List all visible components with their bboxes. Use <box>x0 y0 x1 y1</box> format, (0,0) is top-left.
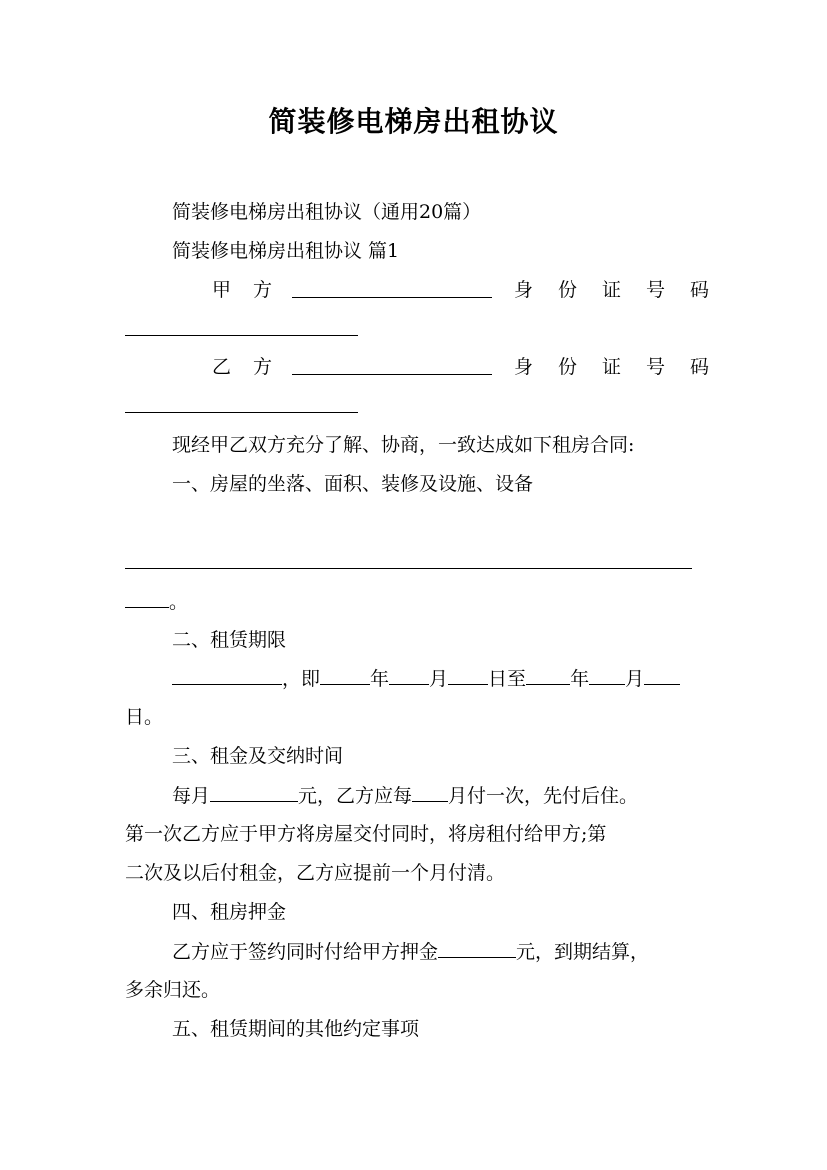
start-day-blank[interactable] <box>448 666 488 685</box>
party-b-id-text: 身份证号码 <box>514 356 735 378</box>
start-day-to-text: 日至 <box>488 668 527 690</box>
party-a-name-blank[interactable] <box>292 279 492 298</box>
pay-once-text: 月付一次，先付后住。 <box>448 785 639 807</box>
clause3-title: 三、租金及交纳时间 <box>172 745 344 767</box>
clause4-line1 <box>172 939 649 964</box>
clause2-period-line <box>172 666 680 691</box>
clause3-line1 <box>172 783 638 808</box>
clause3-line3: 二次及以后付租金，乙方应提前一个月付清。 <box>125 862 506 884</box>
party-b-text: 乙方 <box>212 356 295 378</box>
party-b-id-blank[interactable] <box>125 394 358 413</box>
party-a-id-text: 身份证号码 <box>514 279 735 301</box>
clause5-title: 五、租赁期间的其他约定事项 <box>172 1018 420 1040</box>
end-year-text: 年 <box>570 668 590 690</box>
party-a-id-blank[interactable] <box>125 317 358 336</box>
end-year-blank[interactable] <box>526 666 570 685</box>
clause2-title: 二、租赁期限 <box>172 629 287 651</box>
section-heading: 简装修电梯房出租协议 篇1 <box>172 240 400 262</box>
lease-ji-text: ，即 <box>282 668 321 690</box>
party-a-text: 甲方 <box>212 279 295 301</box>
clause4-line2: 多余归还。 <box>125 979 221 1001</box>
lease-term-blank[interactable] <box>172 666 282 685</box>
clause2-end-day: 日。 <box>125 706 164 728</box>
start-month-blank[interactable] <box>389 666 429 685</box>
start-month-text: 月 <box>429 668 449 690</box>
document-subtitle: 简装修电梯房出租协议（通用20篇） <box>172 201 482 223</box>
clause1-title: 一、房屋的坐落、面积、装修及设施、设备 <box>172 473 534 495</box>
deposit-text: 乙方应于签约同时付给甲方押金 <box>172 941 439 963</box>
party-a-id-label <box>514 278 734 302</box>
clause1-blank-tail[interactable] <box>125 589 169 608</box>
end-month-text: 月 <box>625 668 645 690</box>
deposit-amount-blank[interactable] <box>438 939 516 958</box>
start-year-blank[interactable] <box>320 666 370 685</box>
deposit-settle-text: 元，到期结算， <box>516 941 650 963</box>
start-year-text: 年 <box>370 668 390 690</box>
clause4-title: 四、租房押金 <box>172 901 287 923</box>
party-b-name-blank[interactable] <box>292 356 492 375</box>
party-b-label <box>212 355 294 379</box>
rent-yuan-text: 元，乙方应每 <box>298 785 413 807</box>
rent-per-month-text: 每月 <box>172 785 211 807</box>
pay-interval-blank[interactable] <box>412 783 448 802</box>
party-b-id-label <box>514 355 734 379</box>
clause1-blank-line2 <box>125 589 188 614</box>
clause1-end-mark: 。 <box>169 591 189 613</box>
rent-amount-blank[interactable] <box>210 783 298 802</box>
clause1-blank-line1[interactable] <box>125 550 692 569</box>
document-title: 简装修电梯房出租协议 <box>268 105 559 138</box>
end-day-blank[interactable] <box>644 666 680 685</box>
end-month-blank[interactable] <box>589 666 625 685</box>
clause3-line2: 第一次乙方应于甲方将房屋交付同时，将房租付给甲方;第 <box>125 823 607 845</box>
intro-paragraph: 现经甲乙双方充分了解、协商，一致达成如下租房合同: <box>172 434 635 456</box>
party-a-label <box>212 278 294 302</box>
